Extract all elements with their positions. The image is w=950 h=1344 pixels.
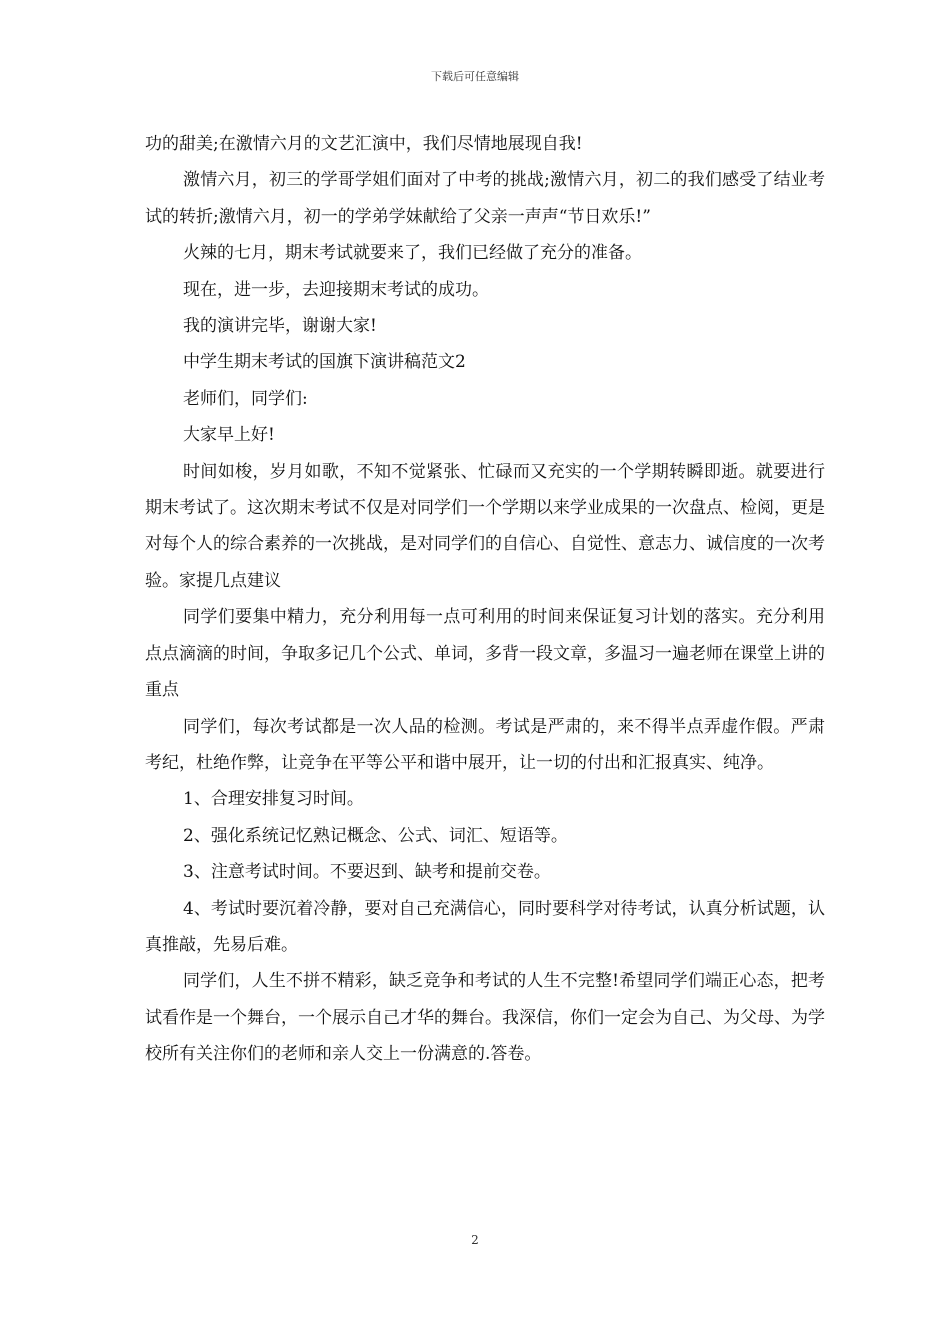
list-item: 2、强化系统记忆熟记概念、公式、词汇、短语等。	[183, 825, 568, 846]
section-title: 中学生期末考试的国旗下演讲稿范文2	[183, 352, 466, 373]
list-item: 1、合理安排复习时间。	[183, 789, 364, 810]
paragraph: 同学们，每次考试都是一次人品的检测。考试是严肃的，来不得半点弄虚作假。严肃考纪，杜绝作弊，让竞争在平等公平和谐中展开，让一切的付出和汇报真实、纯净。	[145, 716, 825, 773]
document-body	[145, 126, 825, 1073]
paragraph: 激情六月，初三的学哥学姐们面对了中考的挑战;激情六月，初二的我们感受了结业考试的转折;激情六月，初一的学弟学妹献给了父亲一声声“节日欢乐!”	[145, 170, 825, 227]
list-item: 3、注意考试时间。不要迟到、缺考和提前交卷。	[183, 862, 551, 883]
paragraph: 时间如梭，岁月如歌，不知不觉紧张、忙碌而又充实的一个学期转瞬即逝。就要进行期末考试了。这次期末考试不仅是对同学们一个学期以来学业成果的一次盘点、检阅，更是对每个人的综合素养的一次挑战，是对同学们的自信心、自觉性、意志力、诚信度的一次考验。家提几点建议	[145, 461, 825, 591]
page-header: 下载后可任意编辑	[431, 70, 519, 83]
paragraph: 功的甜美;在激情六月的文艺汇演中，我们尽情地展现自我!	[145, 134, 583, 154]
paragraph: 火辣的七月，期末考试就要来了，我们已经做了充分的准备。	[183, 243, 642, 264]
paragraph: 同学们，人生不拼不精彩，缺乏竞争和考试的人生不完整!希望同学们端正心态，把考试看作是一个舞台，一个展示自己才华的舞台。我深信，你们一定会为自己、为父母、为学校所有关注你们的老师和亲人交上一份满意的.答卷。	[145, 971, 825, 1065]
paragraph: 同学们要集中精力，充分利用每一点可利用的时间来保证复习计划的落实。充分利用点点滴滴的时间，争取多记几个公式、单词，多背一段文章，多温习一遍老师在课堂上讲的重点	[145, 607, 825, 701]
page-number: 2	[471, 1233, 479, 1247]
salutation: 老师们，同学们:	[183, 388, 308, 409]
paragraph: 我的演讲完毕，谢谢大家!	[183, 316, 377, 337]
paragraph: 现在，进一步，去迎接期末考试的成功。	[183, 279, 489, 300]
greeting: 大家早上好!	[183, 425, 275, 446]
list-item: 4、考试时要沉着冷静，要对自己充满信心，同时要科学对待考试，认真分析试题，认真推敲，先易后难。	[145, 898, 825, 955]
